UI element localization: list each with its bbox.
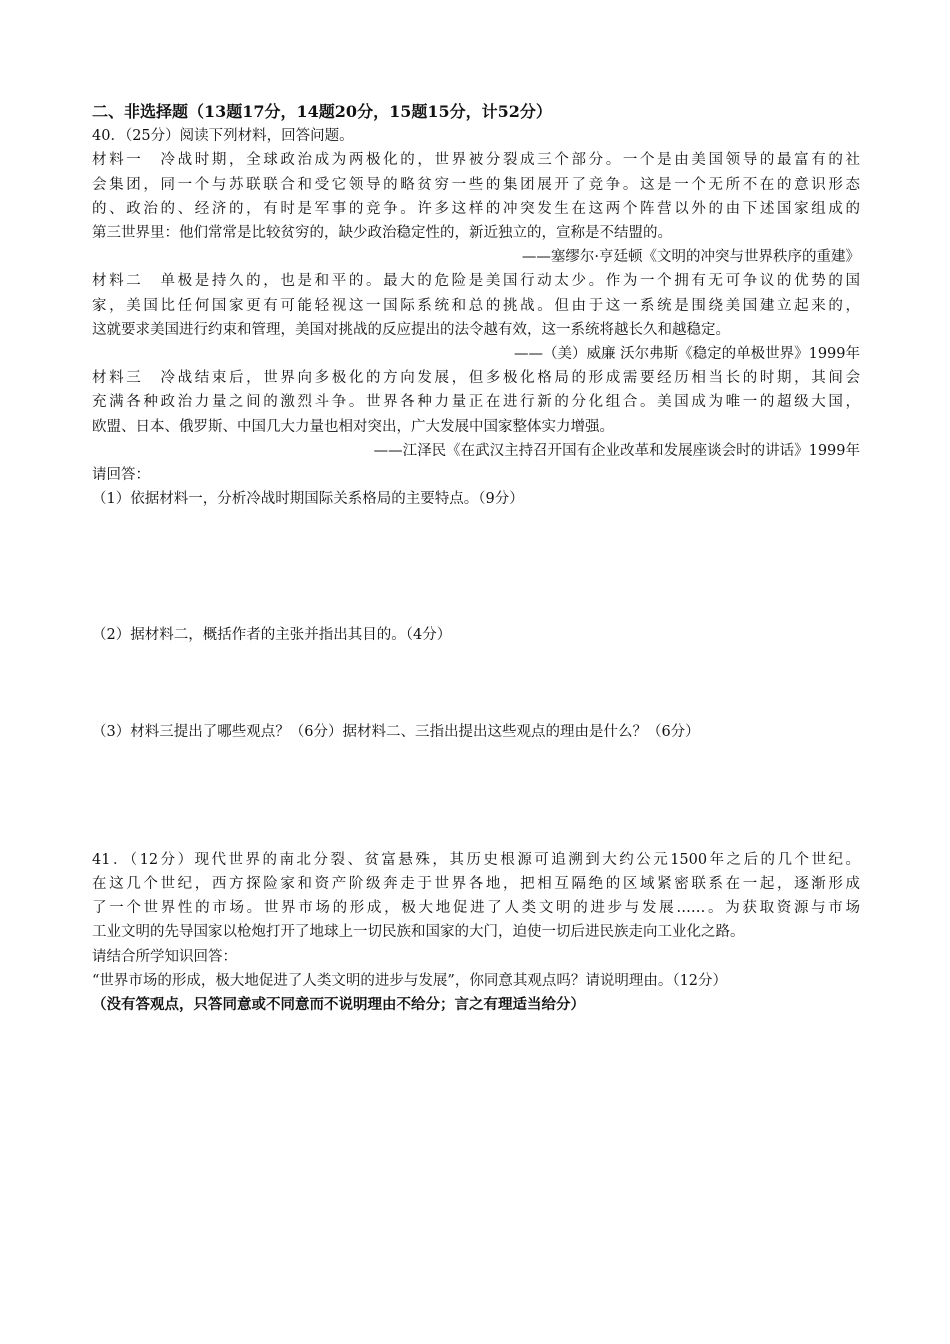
material1-line: 的、政治的、经济的，有时是军事的竞争。许多这样的冲突发生在这两个阵营以外的由下述国家组成的: [92, 200, 860, 217]
answer-space: [92, 648, 860, 720]
answer-space: [92, 511, 860, 623]
section-title: 二、非选择题（13题17分，14题20分，15题15分，计52分）: [92, 102, 552, 121]
sub-question-2: （2）据材料二，概括作者的主张并指出其目的。（4分）: [92, 627, 452, 644]
material2-source: ——（美）威廉 沃尔弗斯《稳定的单极世界》1999年: [513, 346, 860, 363]
scoring-note: （没有答观点，只答同意或不同意而不说明理由不给分；言之有理适当给分）: [92, 996, 585, 1014]
q40-intro: 40．（25分）阅读下列材料，回答问题。: [92, 128, 354, 145]
material3-source: ——江泽民《在武汉主持召开国有企业改革和发展座谈会时的讲话》1999年: [373, 442, 860, 459]
material3-line: 欧盟、日本、俄罗斯、中国几大力量也相对突出，广大发展中国家整体实力增强。: [92, 418, 614, 435]
material1-source: ——塞缪尔·亨廷顿《文明的冲突与世界秩序的重建》: [521, 249, 860, 266]
material3-line: 材料三 冷战结束后，世界向多极化的方向发展，但多极化格局的形成需要经历相当长的时期，其间会: [92, 370, 860, 387]
material1-line: 材料一 冷战时期，全球政治成为两极化的，世界被分裂成三个部分。一个是由美国领导的最富有的社: [92, 152, 860, 169]
material1-line: 会集团，同一个与苏联联合和受它领导的略贫穷一些的集团展开了竞争。这是一个无所不在的意识形态: [92, 176, 860, 193]
exam-page: [92, 100, 860, 1017]
q41-line: 在这几个世纪，西方探险家和资产阶级奔走于世界各地，把相互隔绝的区域紧密联系在一起，逐渐形成: [92, 876, 860, 893]
q41-line: 了一个世界性的市场。世界市场的形成，极大地促进了人类文明的进步与发展……。为获取资源与市场: [92, 900, 860, 917]
sub-question-3: （3）材料三提出了哪些观点？（6分）据材料二、三指出提出这些观点的理由是什么？（6分）: [92, 723, 700, 740]
material3-line: 充满各种政治力量之间的激烈斗争。世界各种力量正在进行新的分化组合。美国成为唯一的超级大国，: [92, 394, 860, 411]
q41-question: “世界市场的形成，极大地促进了人类文明的进步与发展”，你同意其观点吗？请说明理由。（12分）: [92, 972, 728, 989]
answer-space: [92, 744, 860, 848]
q41-line: 41．（12分）现代世界的南北分裂、贫富悬殊，其历史根源可追溯到大约公元1500年之后的几个世纪。: [92, 851, 860, 868]
sub-question-1: （1）依据材料一，分析冷战时期国际关系格局的主要特点。（9分）: [92, 491, 524, 508]
q41-line: 工业文明的先导国家以枪炮打开了地球上一切民族和国家的大门，迫使一切后进民族走向工业化之路。: [92, 924, 745, 941]
material2-line: 家，美国比任何国家更有可能轻视这一国际系统和总的挑战。但由于这一系统是围绕美国建立起来的，: [92, 297, 860, 314]
answer-prompt: 请回答：: [92, 467, 150, 484]
material2-line: 这就要求美国进行约束和管理，美国对挑战的反应提出的法令越有效，这一系统将越长久和越稳定。: [92, 321, 730, 338]
material1-line: 第三世界里：他们常常是比较贫穷的，缺少政治稳定性的，新近独立的，宣称是不结盟的。: [92, 225, 672, 242]
q41-prompt: 请结合所学知识回答：: [92, 948, 237, 965]
material2-line: 材料二 单极是持久的，也是和平的。最大的危险是美国行动太少。作为一个拥有无可争议的优势的国: [92, 273, 860, 290]
